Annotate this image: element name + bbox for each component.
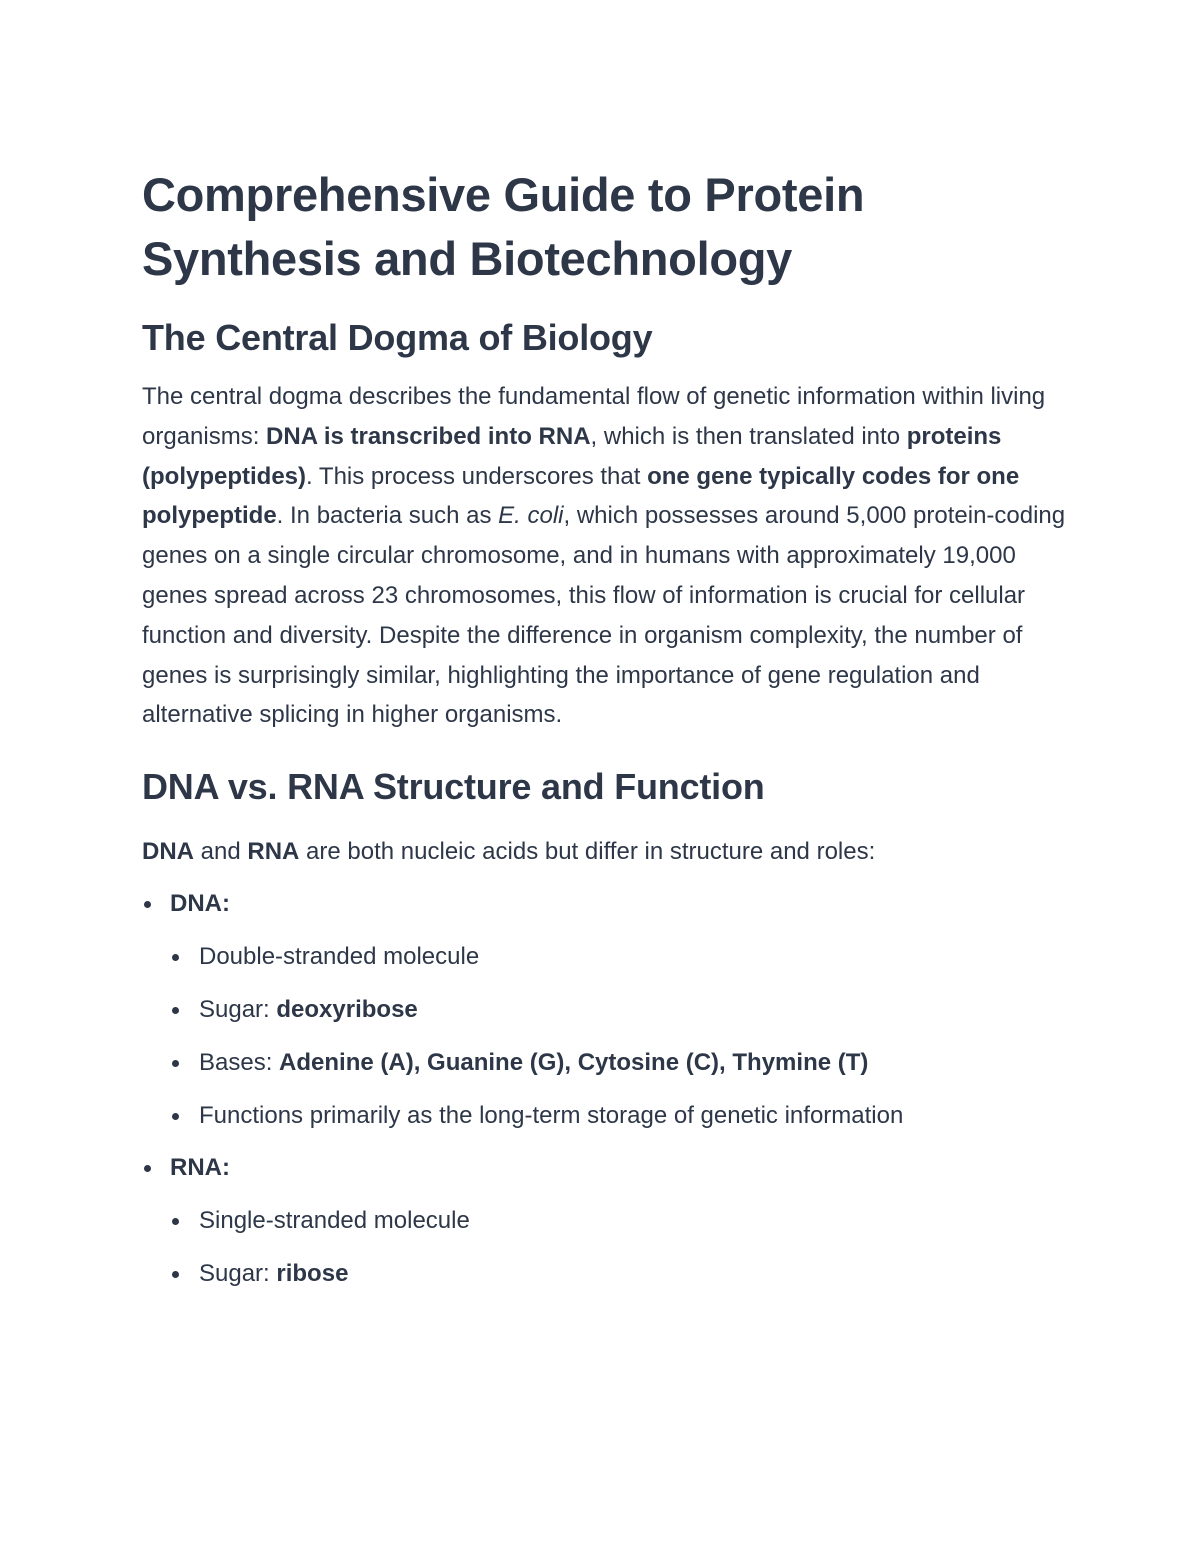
list-item <box>170 1043 1072 1083</box>
bold-text: proteins (polypeptides) <box>142 422 1002 490</box>
document-title: Comprehensive Guide to Protein Synthesis and Biotechnology <box>142 168 865 285</box>
bold-text: DNA <box>142 838 194 866</box>
italic-text: E. coli <box>498 502 564 530</box>
list-item-text: Bases: <box>199 1049 280 1077</box>
bullet-icon <box>172 1218 179 1225</box>
bullet-icon <box>144 1165 151 1172</box>
text-run: , which is then translated into <box>590 422 907 450</box>
bullet-icon <box>172 1271 179 1278</box>
list-item-dna <box>142 884 1072 1136</box>
list-label: RNA: <box>170 1154 230 1182</box>
central-dogma-paragraph <box>142 377 1072 735</box>
list-item <box>170 1096 1072 1136</box>
list-item <box>170 937 1072 977</box>
bold-text: DNA is transcribed into RNA <box>266 422 591 450</box>
rna-properties-list <box>170 1201 1072 1294</box>
bold-text: RNA <box>247 838 300 866</box>
text-run: are both nucleic acids but differ in structure and roles: <box>299 838 876 866</box>
bullet-icon <box>172 954 179 961</box>
list-item-text: Sugar: <box>199 1260 277 1288</box>
bullet-icon <box>144 901 151 908</box>
bold-text: Adenine (A), Guanine (G), Cytosine (C), Thymine (T) <box>279 1049 869 1077</box>
list-item-text: Double-stranded molecule <box>199 943 480 971</box>
text-run: . This process underscores that <box>306 462 648 490</box>
text-run: . In bacteria such as <box>276 502 499 530</box>
nucleic-acid-list <box>142 884 1072 1294</box>
bullet-icon <box>172 1060 179 1067</box>
bullet-icon <box>172 1007 179 1014</box>
list-item-text: Single-stranded molecule <box>199 1207 470 1235</box>
bold-text: one gene typically codes for one polypeptide <box>142 462 1020 530</box>
document-page <box>142 163 1072 1294</box>
list-item-text: Sugar: <box>199 996 277 1024</box>
list-item <box>170 1254 1072 1294</box>
bold-text: ribose <box>276 1260 349 1288</box>
list-label: DNA: <box>170 890 230 918</box>
bullet-icon <box>172 1113 179 1120</box>
dna-rna-intro <box>142 832 1072 872</box>
list-item <box>170 1201 1072 1241</box>
text-run: and <box>194 838 248 866</box>
list-item <box>170 990 1072 1030</box>
text-run: , which possesses around 5,000 protein-coding genes on a single circular chromosome, and in humans with approximately 19,000 genes spread across 23 chromosomes, this flow of information is crucial for cellular function and diversity. Despite the difference in organism complexity, the number of genes is surprisingly similar, highlighting the importance of gene regulation and alternative splicing in higher organisms. <box>142 502 1066 729</box>
list-item-text: Functions primarily as the long-term storage of genetic information <box>199 1102 904 1130</box>
section-heading-central-dogma: The Central Dogma of Biology <box>142 317 653 358</box>
section-heading-dna-vs-rna: DNA vs. RNA Structure and Function <box>142 766 765 808</box>
list-item-rna <box>142 1148 1072 1294</box>
text-run: The central dogma describes the fundamental flow of genetic information within living organisms: <box>142 383 1046 450</box>
dna-properties-list <box>170 937 1072 1136</box>
bold-text: deoxyribose <box>276 996 418 1024</box>
